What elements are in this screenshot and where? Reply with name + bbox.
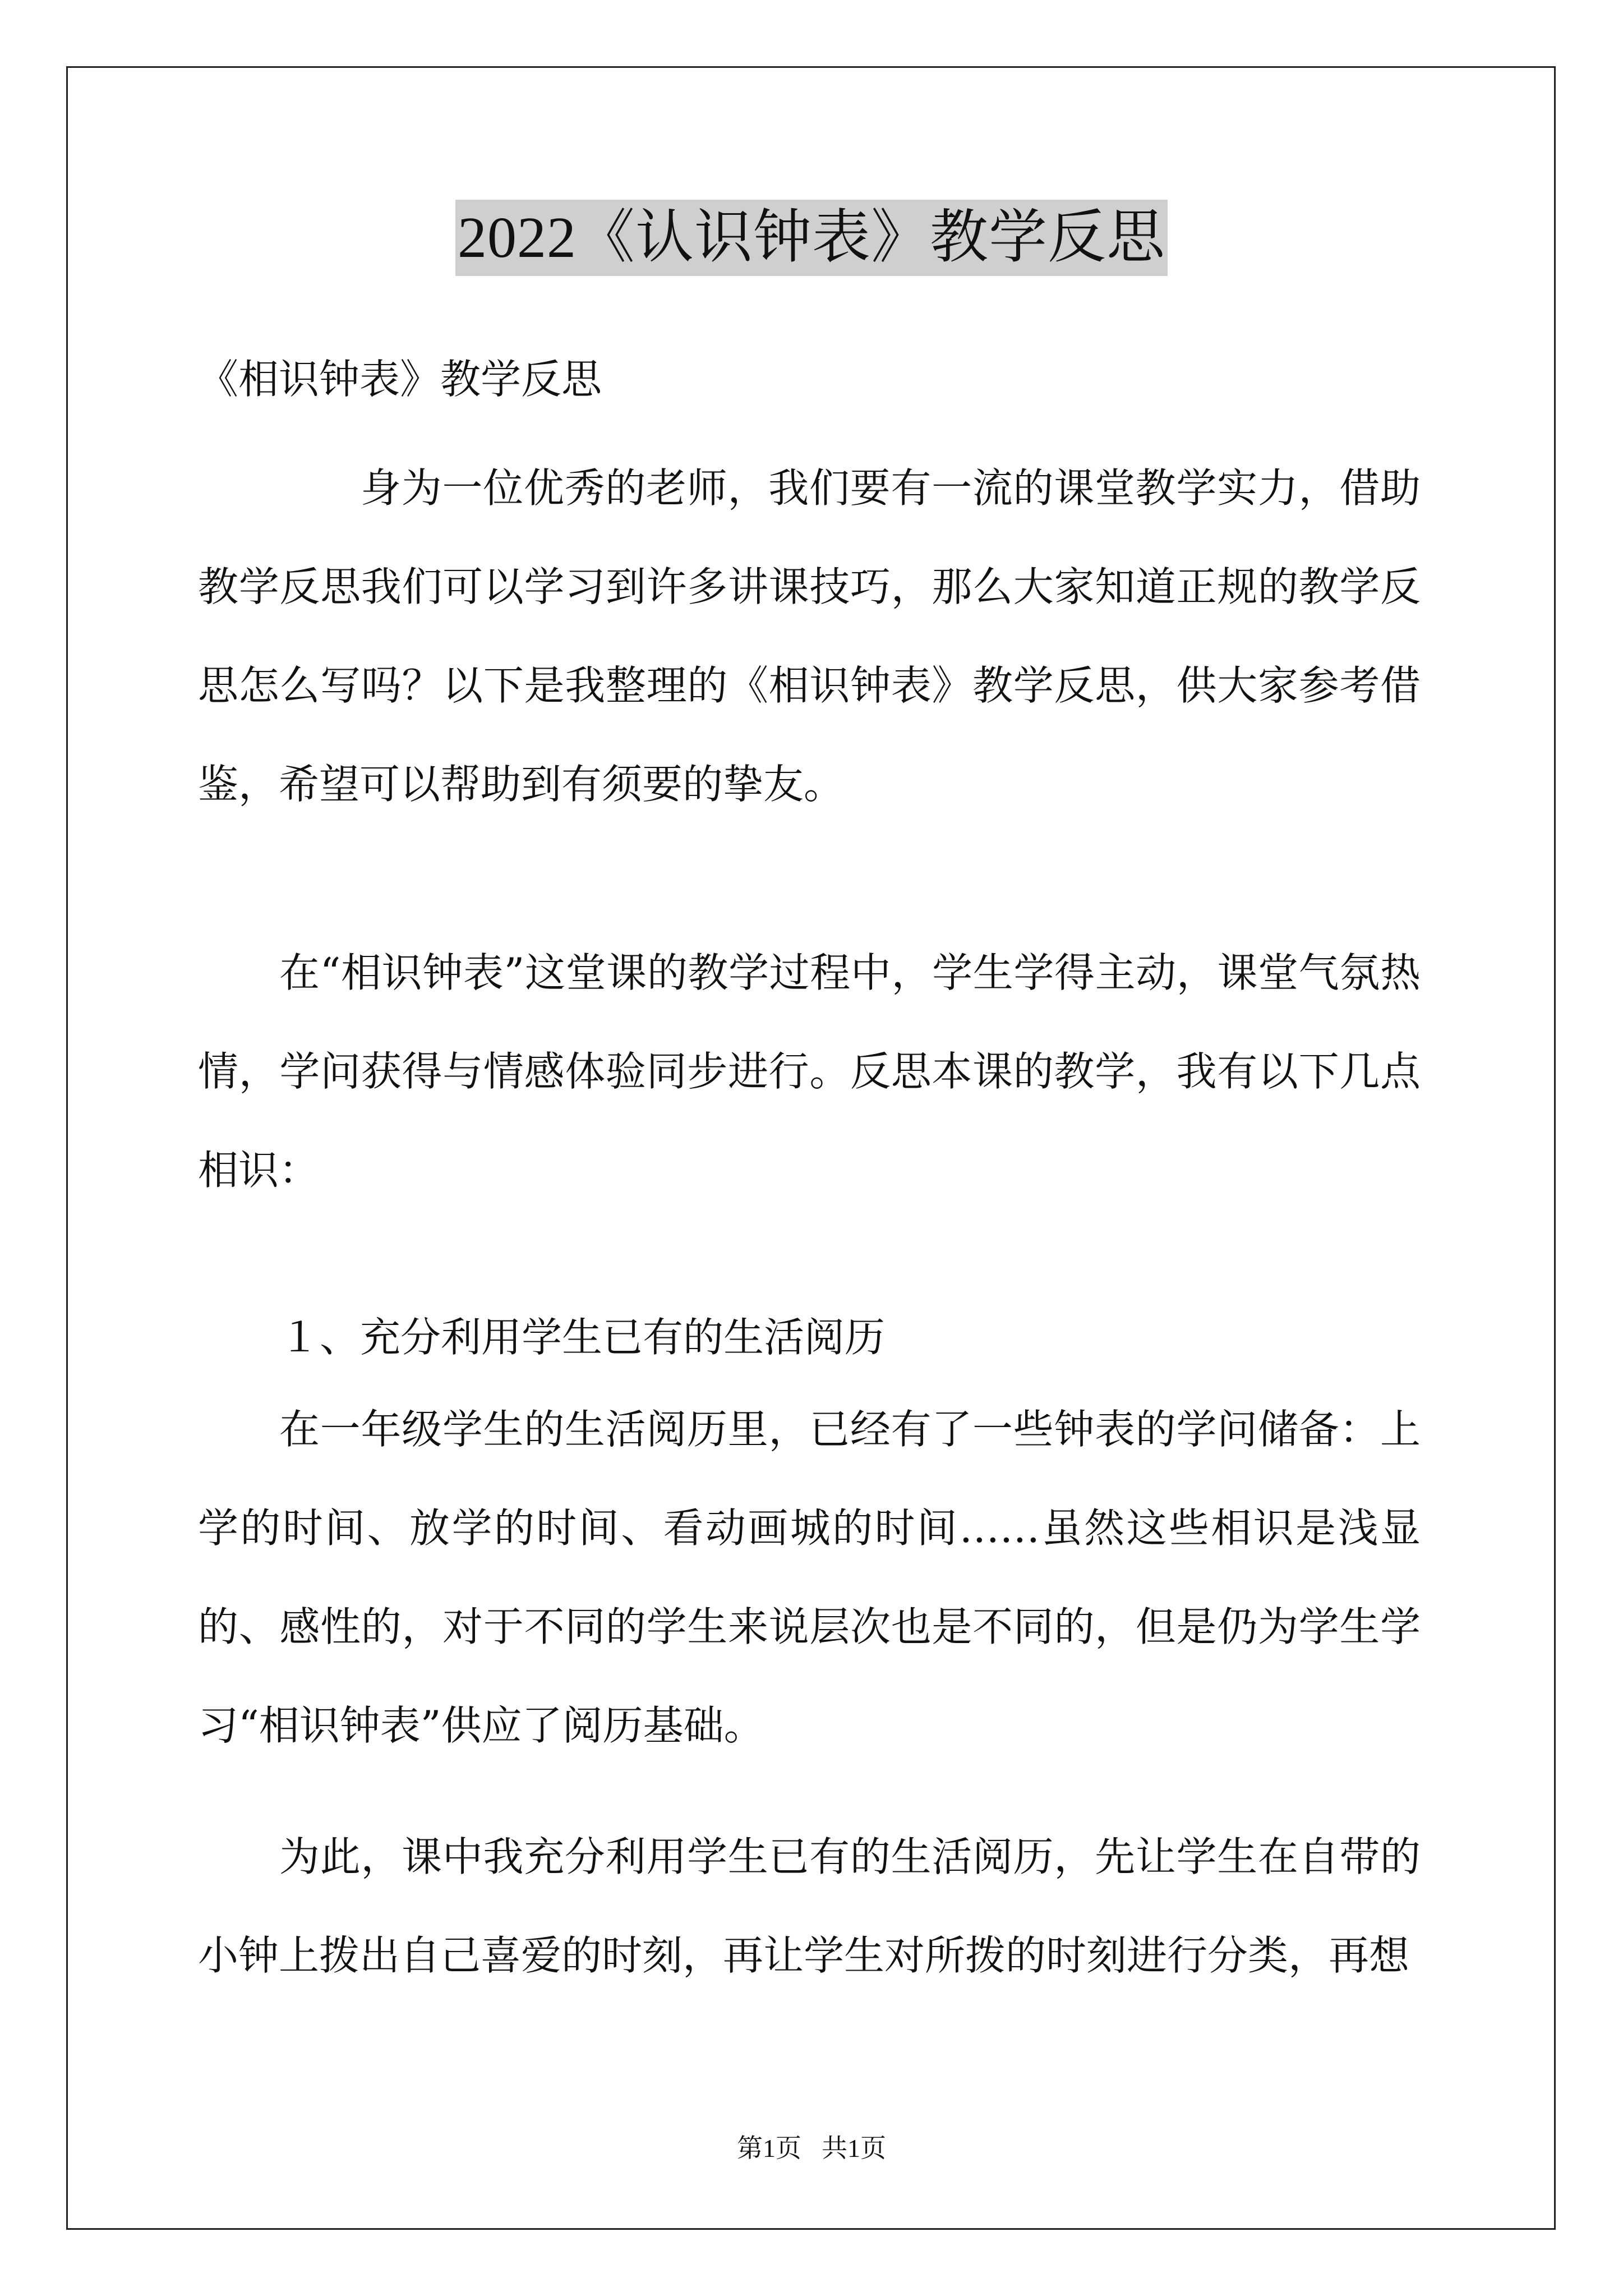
document-subtitle: 《相识钟表》教学反思 xyxy=(198,356,602,403)
body-paragraph: 在“相识钟表”这堂课的教学过程中，学生学得主动，课堂气氛热情，学问获得与情感体验同步进行。反思本课的教学，我有以下几点相识： xyxy=(198,949,1421,1194)
page-footer xyxy=(0,2132,1623,2165)
body-paragraph: 为此，课中我充分利用学生已有的生活阅历，先让学生在自带的小钟上拨出自己喜爱的时刻，再让学生对所拨的时刻进行分类，再想 xyxy=(198,1833,1421,1979)
section-heading: １、充分利用学生已有的生活阅历 xyxy=(279,1314,886,1361)
body-paragraph: 在一年级学生的生活阅历里，已经有了一些钟表的学问储备：上学的时间、放学的时间、看动画城的时间……虽然这些相识是浅显的、感性的，对于不同的学生来说层次也是不同的，但是仍为学生学习“相识钟表”供应了阅历基础。 xyxy=(198,1406,1421,1749)
intro-paragraph: 身为一位优秀的老师，我们要有一流的课堂教学实力，借助教学反思我们可以学习到许多讲课技巧，那么大家知道正规的教学反思怎么写吗？以下是我整理的《相识钟表》教学反思，供大家参考借鉴，希望可以帮助到有须要的挚友。 xyxy=(198,464,1421,808)
title-container xyxy=(0,200,1623,276)
document-title: 2022《认识钟表》教学反思 xyxy=(455,200,1168,276)
page-number: 第1页 xyxy=(737,2134,801,2162)
page-total: 共1页 xyxy=(822,2134,886,2162)
